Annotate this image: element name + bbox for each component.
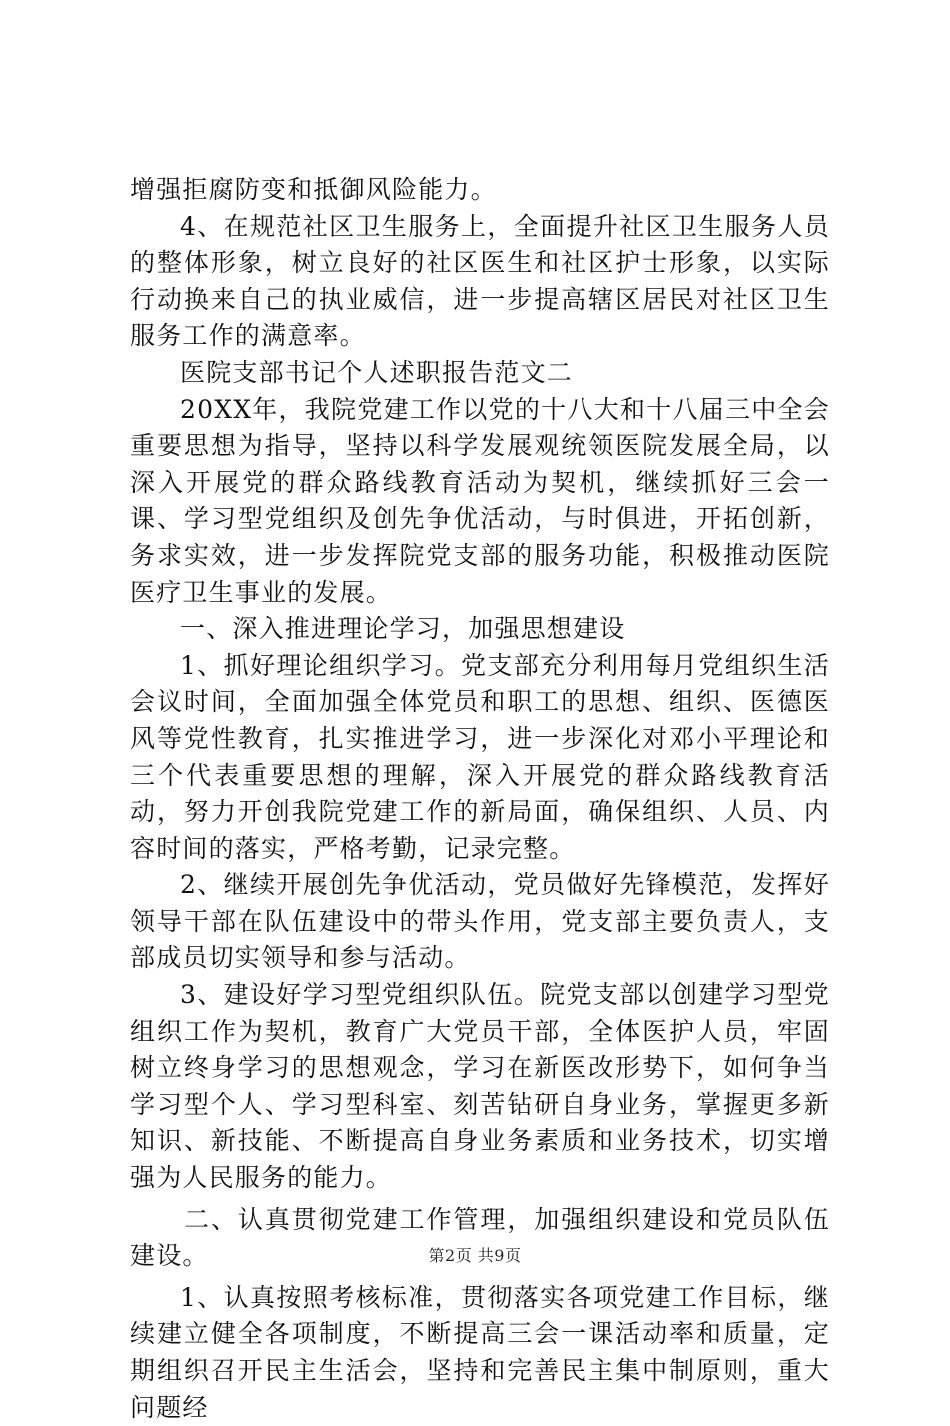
heading-section-one: 一、深入推进理论学习，加强思想建设 (180, 614, 626, 644)
paragraph-continuation: 增强拒腐防变和抵御风险能力。 (130, 175, 497, 204)
paragraph-intro: 20XX年，我院党建工作以党的十八大和十八届三中全会重要思想为指导，坚持以科学发展观统领医院发展全局，以深入开展党的群众路线教育活动为契机，继续抓好三会一课、学习型党组织及创先争优活动，与时俱进，开拓创新，务求实效，进一步发挥院党支部的服务功能，积极推动医院医疗卫生事业的发展。 (130, 394, 830, 607)
document-body (130, 172, 830, 1426)
page-footer (0, 1243, 950, 1266)
section-title-essay-two: 医院支部书记个人述职报告范文二 (180, 357, 574, 387)
page-number-label: 第2页 共9页 (428, 1246, 522, 1265)
heading-section-two: 二、认真贯彻党建工作管理，加强组织建设和党员队伍建设。 (130, 1204, 830, 1271)
paragraph-section-two-item-1: 1、认真按照考核标准，贯彻落实各项党建工作目标，继续建立健全各项制度，不断提高三会一课活动率和质量，定期组织召开民主生活会，坚持和完善民主集中制原则，重大问题经 (130, 1282, 830, 1422)
paragraph-section-one-item-3: 3、建设好学习型党组织队伍。院党支部以创建学习型党组织工作为契机，教育广大党员干部，全体医护人员，牢固树立终身学习的思想观念，学习在新医改形势下，如何争当学习型个人、学习型科室、刻苦钻研自身业务，掌握更多新知识、新技能、不断提高自身业务素质和业务技术，切实增强为人民服务的能力。 (130, 980, 830, 1193)
paragraph-section-one-item-2: 2、继续开展创先争优活动，党员做好先锋模范，发挥好领导干部在队伍建设中的带头作用，党支部主要负责人，支部成员切实领导和参与活动。 (130, 870, 830, 973)
paragraph-section-one-item-1: 1、抓好理论组织学习。党支部充分利用每月党组织生活会议时间，全面加强全体党员和职工的思想、组织、医德医风等党性教育，扎实推进学习，进一步深化对邓小平理论和三个代表重要思想的理解，深入开展党的群众路线教育活动，努力开创我院党建工作的新局面，确保组织、人员、内容时间的落实，严格考勤，记录完整。 (130, 650, 830, 863)
paragraph-item-4: 4、在规范社区卫生服务上，全面提升社区卫生服务人员的整体形象，树立良好的社区医生和社区护士形象，以实际行动换来自己的执业威信，进一步提高辖区居民对社区卫生服务工作的满意率。 (130, 211, 830, 351)
